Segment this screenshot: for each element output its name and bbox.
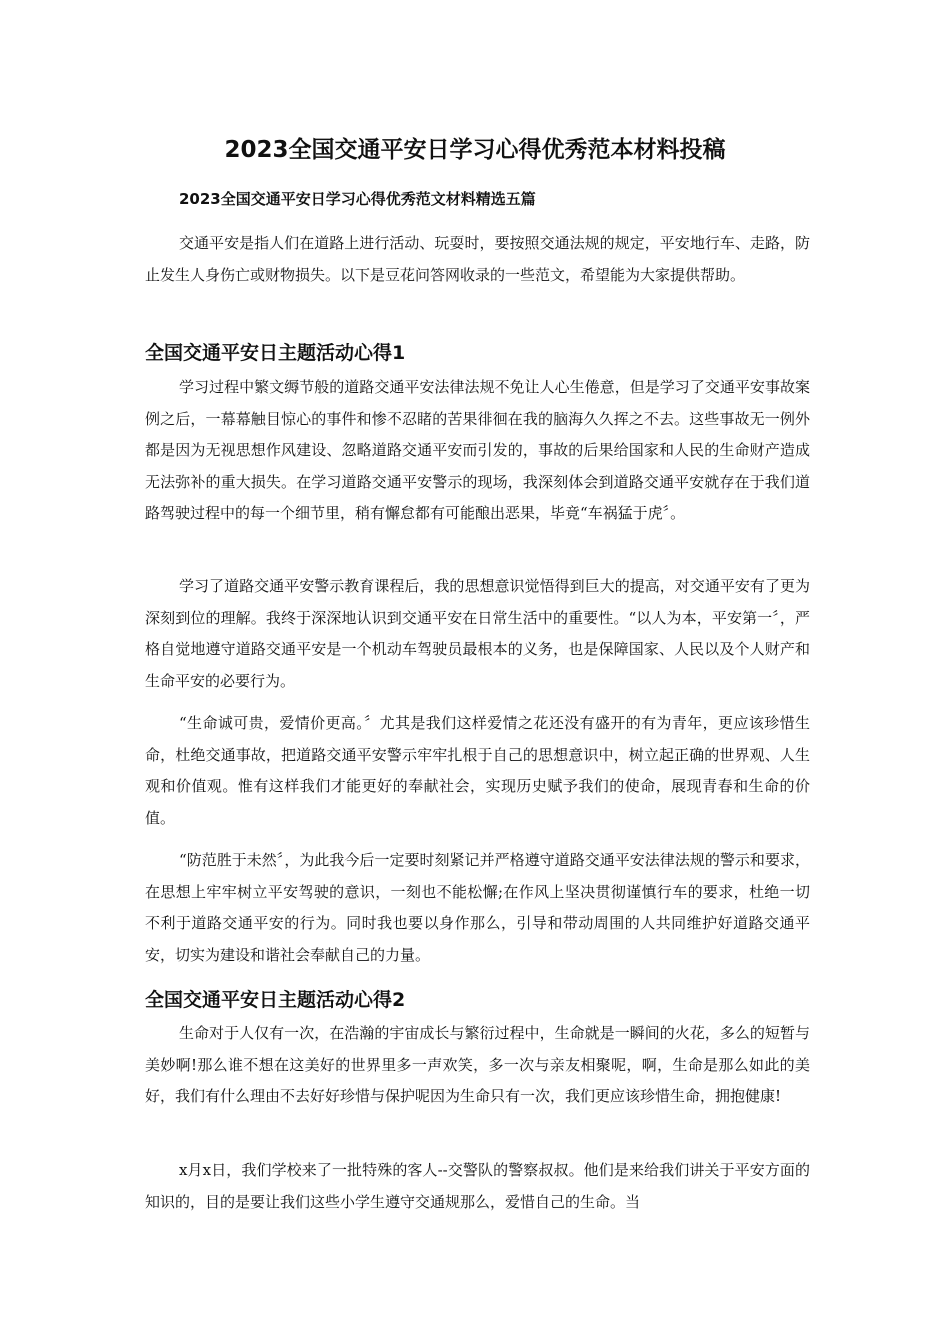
section-1-paragraph-3: “生命诚可贵，爱情价更高。〞尤其是我们这样爱情之花还没有盛开的有为青年，更应该珍惜生命，杜绝交通事故，把道路交通平安警示牢牢扎根于自己的思想意识中，树立起正确的世界观、人生观和价值观。惟有这样我们才能更好的奉献社会，实现历史赋予我们的使命，展现青春和生命的价值。 (145, 714, 810, 827)
section-1-heading: 全国交通平安日主题活动心得1 (145, 342, 406, 364)
document-subtitle: 2023全国交通平安日学习心得优秀范文材料精选五篇 (179, 190, 536, 208)
intro-paragraph: 交通平安是指人们在道路上进行活动、玩耍时，要按照交通法规的规定，平安地行车、走路，防止发生人身伤亡或财物损失。以下是豆花问答网收录的一些范文，希望能为大家提供帮助。 (145, 234, 810, 284)
section-1-paragraph-1: 学习过程中繁文缛节般的道路交通平安法律法规不免让人心生倦意，但是学习了交通平安事故案例之后，一幕幕触目惊心的事件和惨不忍睹的苦果徘徊在我的脑海久久挥之不去。这些事故无一例外都是因为无视思想作风建设、忽略道路交通平安而引发的，事故的后果给国家和人民的生命财产造成无法弥补的重大损失。在学习道路交通平安警示的现场，我深刻体会到道路交通平安就存在于我们道路驾驶过程中的每一个细节里，稍有懈怠都有可能酿出恶果，毕竟“车祸猛于虎〞。 (145, 378, 810, 523)
section-1-paragraph-4: “防范胜于未然〞，为此我今后一定要时刻紧记并严格遵守道路交通平安法律法规的警示和要求，在思想上牢牢树立平安驾驶的意识，一刻也不能松懈;在作风上坚决贯彻谨慎行车的要求，杜绝一切不利于道路交通平安的行为。同时我也要以身作那么，引导和带动周围的人共同维护好道路交通平安，切实为建设和谐社会奉献自己的力量。 (145, 851, 810, 964)
section-2-paragraph-1: 生命对于人仅有一次，在浩瀚的宇宙成长与繁衍过程中，生命就是一瞬间的火花，多么的短暂与美妙啊!那么谁不想在这美好的世界里多一声欢笑，多一次与亲友相聚呢，啊，生命是那么如此的美好，我们有什么理由不去好好珍惜与保护呢因为生命只有一次，我们更应该珍惜生命，拥抱健康! (145, 1024, 810, 1106)
section-1-paragraph-2: 学习了道路交通平安警示教育课程后，我的思想意识觉悟得到巨大的提高，对交通平安有了更为深刻到位的理解。我终于深深地认识到交通平安在日常生活中的重要性。“以人为本，平安第一〞，严格自觉地遵守道路交通平安是一个机动车驾驶员最根本的义务，也是保障国家、人民以及个人财产和生命平安的必要行为。 (145, 577, 810, 690)
section-2-paragraph-2: x月x日，我们学校来了一批特殊的客人--交警队的警察叔叔。他们是来给我们讲关于平安方面的知识的，目的是要让我们这些小学生遵守交通规那么，爱惜自己的生命。当 (145, 1161, 810, 1211)
section-2-heading: 全国交通平安日主题活动心得2 (145, 989, 406, 1011)
document-title: 2023全国交通平安日学习心得优秀范本材料投稿 (224, 137, 726, 163)
